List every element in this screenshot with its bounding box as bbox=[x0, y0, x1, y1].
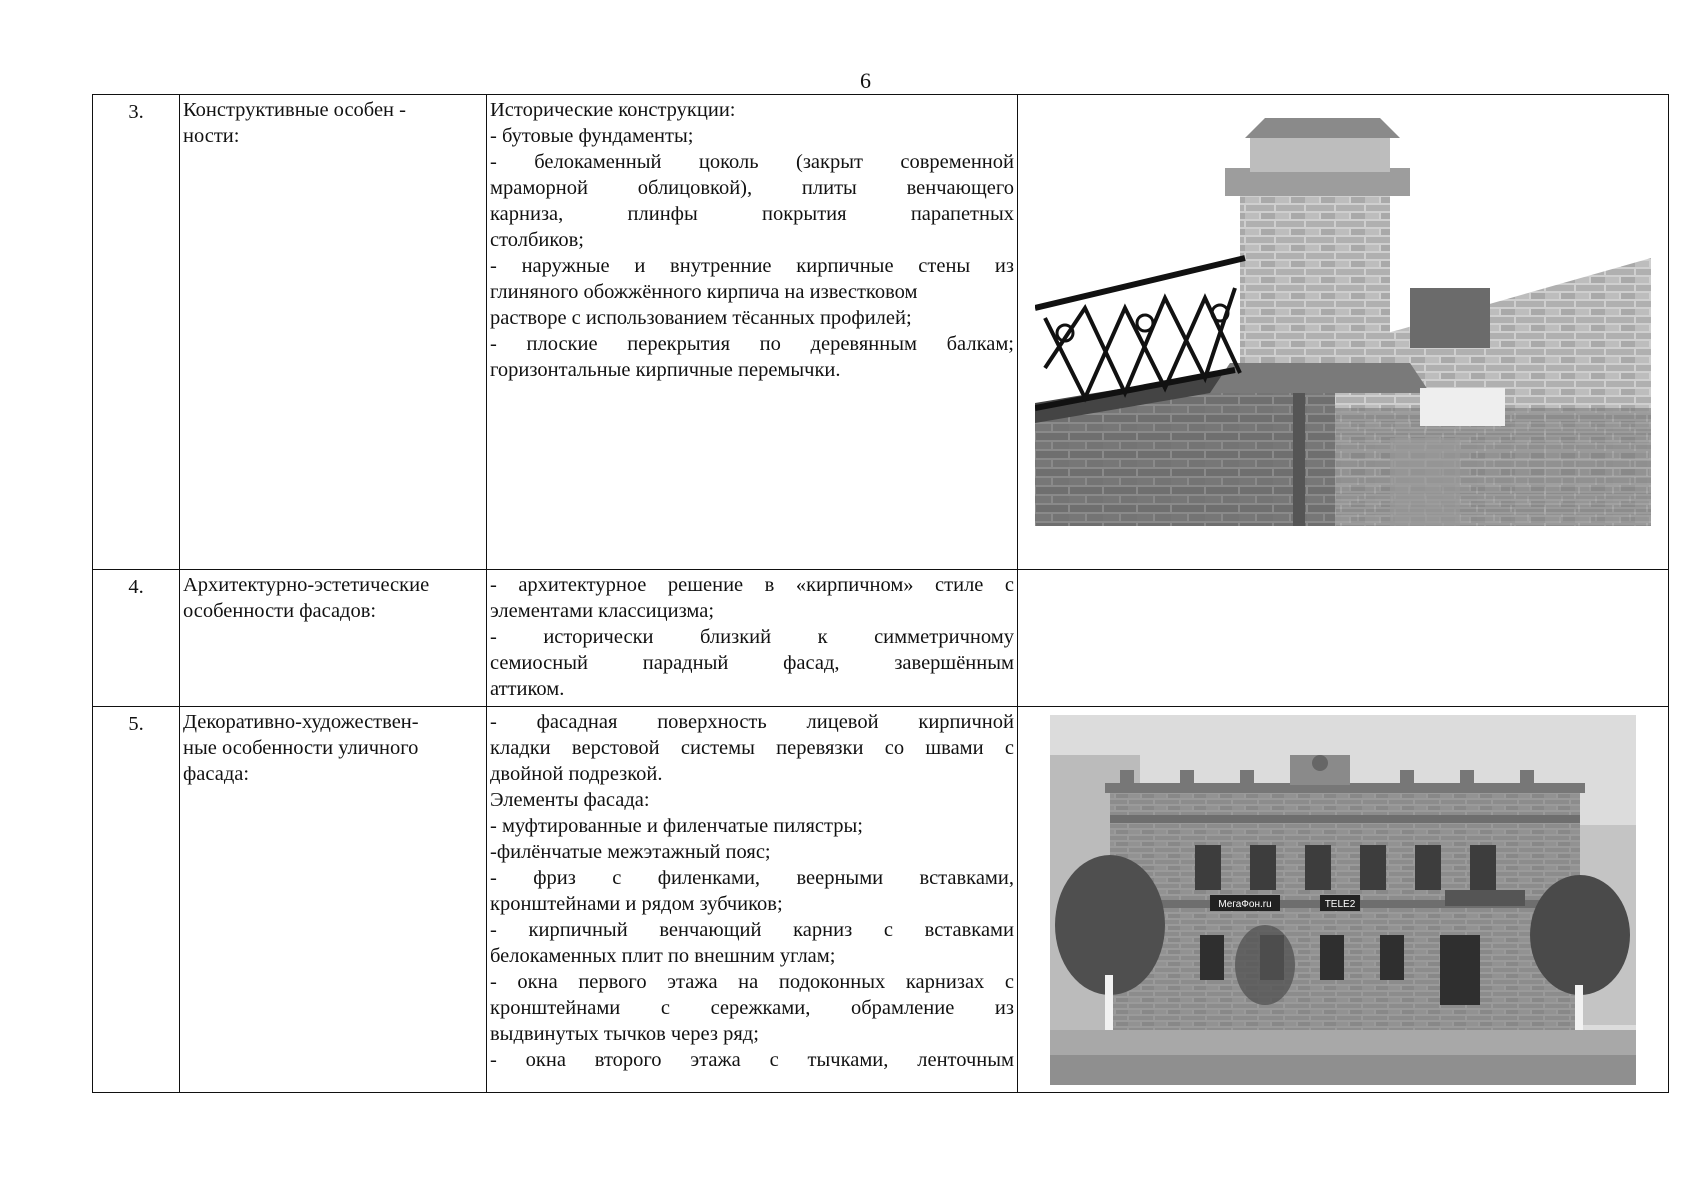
table-row bbox=[93, 95, 1669, 570]
desc-line: - окна второго этажа с тычками, ленточным bbox=[490, 1049, 1014, 1071]
heritage-table bbox=[92, 94, 1669, 1093]
desc-line: горизонтальные кирпичные перемычки. bbox=[490, 359, 841, 381]
row-number-cell bbox=[93, 707, 180, 1093]
desc-line: аттиком. bbox=[490, 678, 565, 700]
row-title-line: Декоративно-художествен- bbox=[183, 711, 419, 733]
desc-line: кронштейнами с сережками, обрамление из bbox=[490, 997, 1014, 1019]
row-image-cell bbox=[1018, 95, 1669, 570]
row-image-cell-empty bbox=[1018, 570, 1669, 707]
brick-cornice-photo bbox=[1035, 108, 1651, 526]
desc-line: - фриз с филенками, веерными вставками, bbox=[490, 867, 1014, 889]
row-title-line: особенности фасадов: bbox=[183, 600, 377, 622]
desc-line: столбиков; bbox=[490, 229, 584, 251]
row-description-cell bbox=[487, 95, 1018, 570]
desc-line: растворе с использованием тёсанных профилей; bbox=[490, 307, 912, 329]
desc-line: Исторические конструкции: bbox=[490, 99, 736, 121]
desc-line: семиосный парадный фасад, завершённым bbox=[490, 652, 1014, 674]
desc-line: карниза, плинфы покрытия парапетных bbox=[490, 203, 1014, 225]
desc-line: - белокаменный цоколь (закрыт современной bbox=[490, 151, 1014, 173]
row-title-cell bbox=[180, 95, 487, 570]
row-number-cell bbox=[93, 95, 180, 570]
desc-line: - кирпичный венчающий карниз с вставками bbox=[490, 919, 1014, 941]
table-row bbox=[93, 570, 1669, 707]
desc-line: - исторически близкий к симметричному bbox=[490, 626, 1014, 648]
row-description-cell bbox=[487, 570, 1018, 707]
row-image-cell bbox=[1018, 707, 1669, 1093]
desc-line: Элементы фасада: bbox=[490, 789, 650, 811]
desc-line: - наружные и внутренние кирпичные стены из bbox=[490, 255, 1014, 277]
page-number: 6 bbox=[860, 68, 871, 93]
desc-line: -филёнчатые межэтажный пояс; bbox=[490, 841, 771, 863]
desc-line: элементами классицизма; bbox=[490, 600, 715, 622]
row-title-line: фасада: bbox=[183, 763, 250, 785]
table-row bbox=[93, 707, 1669, 1093]
desc-line: кронштейнами и рядом зубчиков; bbox=[490, 893, 783, 915]
desc-line: - плоские перекрытия по деревянным балкам; bbox=[490, 333, 1014, 355]
row-number: 4. bbox=[128, 576, 144, 598]
desc-line: - муфтированные и филенчатые пилястры; bbox=[490, 815, 863, 837]
desc-line: кладки верстовой системы перевязки со швами с bbox=[490, 737, 1014, 759]
desc-line: выдвинутых тычков через ряд; bbox=[490, 1023, 759, 1045]
row-number-cell bbox=[93, 570, 180, 707]
row-number: 3. bbox=[128, 101, 144, 123]
row-title-cell bbox=[180, 570, 487, 707]
desc-line: белокаменных плит по внешним углам; bbox=[490, 945, 836, 967]
desc-line: - окна первого этажа на подоконных карнизах с bbox=[490, 971, 1014, 993]
desc-line: - фасадная поверхность лицевой кирпичной bbox=[490, 711, 1014, 733]
desc-line: мраморной облицовкой), плиты венчающего bbox=[490, 177, 1014, 199]
tele2-sign-text: TELE2 bbox=[1324, 899, 1356, 910]
row-title-line: Архитектурно-эстетические bbox=[183, 574, 430, 596]
row-title-line: ные особенности уличного bbox=[183, 737, 419, 759]
megafon-sign-text: МегаФон.ru bbox=[1218, 899, 1272, 910]
desc-line: - бутовые фундаменты; bbox=[490, 125, 694, 147]
row-title-cell bbox=[180, 707, 487, 1093]
building-facade-photo bbox=[1050, 715, 1636, 1085]
row-description-cell bbox=[487, 707, 1018, 1093]
desc-line: двойной подрезкой. bbox=[490, 763, 663, 785]
row-number: 5. bbox=[128, 713, 144, 735]
desc-line: - архитектурное решение в «кирпичном» стиле с bbox=[490, 574, 1014, 596]
desc-line: глиняного обожжённого кирпича на известковом bbox=[490, 281, 918, 303]
row-title-line: Конструктивные особен - bbox=[183, 99, 406, 121]
row-title-line: ности: bbox=[183, 125, 240, 147]
